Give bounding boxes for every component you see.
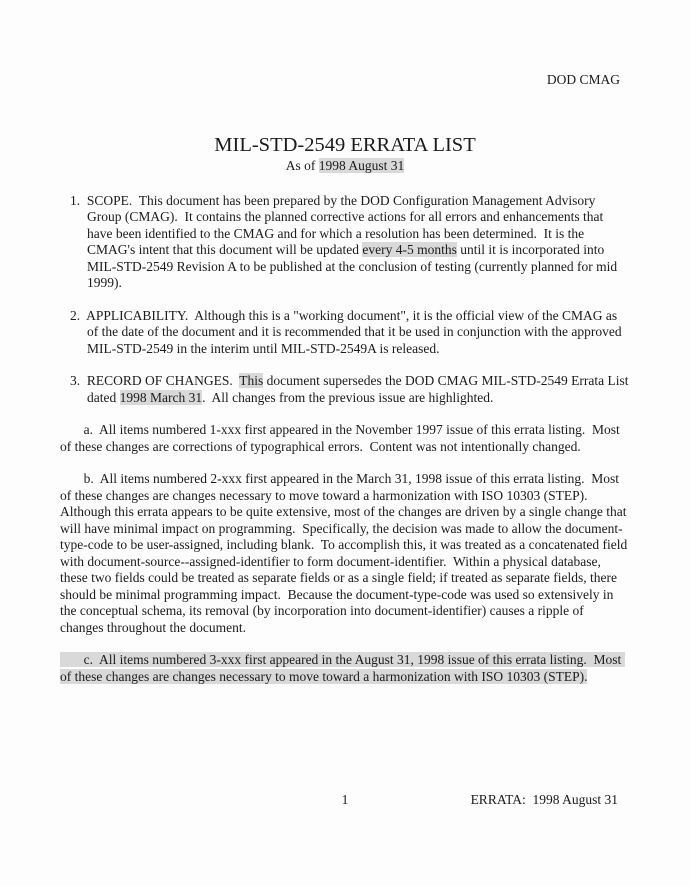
item-b-text: b. All items numbered 2-xxx first appeared in the March 31, 1998 issue of this errata listing. Most of these changes are changes necessary to move toward a harmonization with ISO 10303 (STEP). Although this errata appears to be quite extensive, most of the changes are driven by a single change that will have minimal impact on programming. Specifically, the decision was made to allow the document-type-code to be user-assigned, including blank. To accomplish this, it was treated as a concatenated field with document-source--assigned-identifier to form document-identifier. Within a physical database, these two fields could be treated as separate fields or as a single field; if treated as separate fields, there should be minimal programming impact. Because the document-type-code was used so extensively in the conceptual schema, its removal (by incorporation into document-identifier) causes a ripple of changes throughout the document. — [60, 471, 631, 635]
record-highlight-this: This — [239, 373, 264, 388]
applicability-paragraph — [60, 308, 630, 358]
footer-errata-date: ERRATA: 1998 August 31 — [470, 792, 618, 807]
record-text: 3. RECORD OF CHANGES. — [70, 373, 240, 388]
record-text-end: . All changes from the previous issue are highlighted. — [202, 389, 494, 405]
applicability-text: 2. APPLICABILITY. Although this is a "working document", it is the official view of the CMAG as of the date of the document and it is recommended that it be used in conjunction with the approved MIL-STD-2549 in the interim until MIL-STD-2549A is released. — [70, 307, 625, 356]
document-title: MIL-STD-2549 ERRATA LIST — [214, 133, 476, 156]
document-subtitle — [60, 157, 630, 174]
item-a-paragraph — [60, 422, 630, 455]
item-c-paragraph — [60, 652, 630, 685]
title-block — [60, 133, 630, 174]
scope-paragraph — [60, 193, 630, 292]
page-footer — [60, 792, 630, 809]
item-b-paragraph — [60, 471, 630, 636]
footer-page-number: 1 — [341, 792, 349, 807]
subtitle-date-highlight: 1998 August 31 — [318, 157, 405, 173]
record-text-mid: document supersedes the DOD CMAG MIL-STD-2549 Errata List dated — [87, 373, 632, 405]
scope-highlight-update-interval: every 4-5 months — [362, 242, 457, 257]
record-highlight-date: 1998 March 31 — [119, 389, 203, 405]
subtitle-prefix: As of — [285, 157, 319, 173]
record-of-changes-paragraph — [60, 373, 630, 406]
page-header — [60, 72, 630, 89]
document-body — [60, 193, 630, 686]
item-c-highlighted-text: c. All items numbered 3-xxx first appeared in the August 31, 1998 issue of this errata listing. Most of these changes are changes necessary to move toward a harmonization with ISO 10303 (STEP). — [60, 652, 625, 684]
scope-text: 1. SCOPE. This document has been prepared by the DOD Configuration Management Advisory Group (CMAG). It contains the planned corrective actions for all errors and enhancements that have been identified to the CMAG and for which a resolution has been determined. It is the CMAG's intent that this document will be updated — [70, 192, 607, 257]
header-org-label: DOD CMAG — [546, 72, 620, 87]
item-a-text: a. All items numbered 1-xxx first appeared in the November 1997 issue of this errata listing. Most of these changes are corrections of typographical errors. Content was not intentionally changed. — [60, 422, 624, 454]
scope-text-end: until it is incorporated into MIL-STD-2549 Revision A to be published at the conclusion of testing (currently planned for mid 1999). — [87, 242, 621, 290]
